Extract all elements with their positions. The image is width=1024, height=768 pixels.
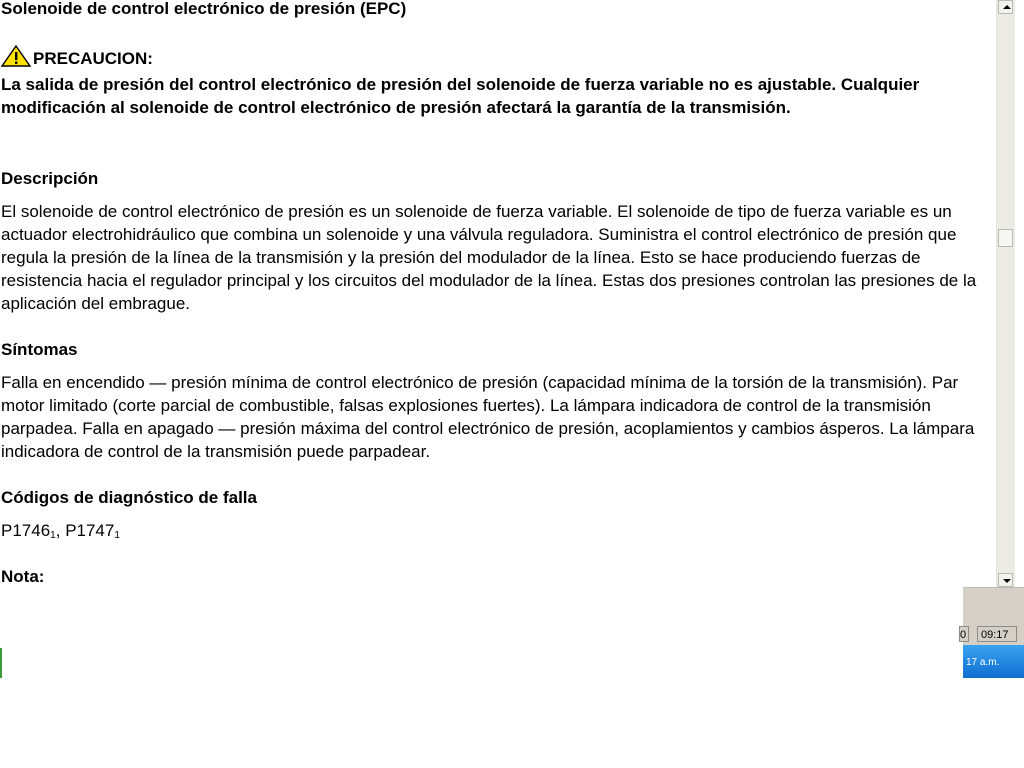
- page-title: Solenoide de control electrónico de presión (EPC): [1, 0, 407, 18]
- section-heading-symptoms: Síntomas: [1, 340, 78, 359]
- footnote-marker: 1: [50, 530, 56, 541]
- caution-label: PRECAUCION:: [33, 49, 153, 68]
- status-cell-partial: 0: [959, 626, 969, 642]
- section-heading-description: Descripción: [1, 169, 99, 188]
- status-clock: 09:17: [977, 626, 1017, 642]
- warning-icon: [1, 45, 31, 73]
- arrow-up-icon: [1003, 5, 1011, 9]
- section-heading-dtc: Códigos de diagnóstico de falla: [1, 488, 257, 507]
- window-edge: [0, 648, 2, 678]
- scroll-up-button[interactable]: [998, 0, 1013, 14]
- caution-text: La salida de presión del control electrónico de presión del solenoide de fuerza variable no es ajustable. Cualquier modificación al solenoide de control electrónico de presión afectará la garantía de la transmisión.: [1, 75, 920, 117]
- dtc-codes: [1, 519, 995, 547]
- toolbar-strip: [963, 587, 1024, 624]
- scroll-down-button[interactable]: [998, 573, 1013, 587]
- section-heading-note: Nota:: [1, 567, 45, 586]
- dtc-code: P1747: [65, 521, 115, 540]
- vertical-scrollbar[interactable]: [996, 0, 1015, 587]
- arrow-down-icon: [1003, 579, 1011, 583]
- section-body-description: El solenoide de control electrónico de presión es un solenoide de fuerza variable. El solenoide de tipo de fuerza variable es un actuador electrohidráulico que combina un solenoide y una válvula reguladora. Suministra el control electrónico de presión que regula la presión de la línea de la transmisión y la presión del modulador de la línea. Esto se hace produciendo fuerzas de resistencia hacia el regulador principal y los circuitos del modulador de la línea. Estas dos presiones controlan las presiones de la aplicación del embrague.: [1, 202, 977, 313]
- footnote-marker: 1: [114, 530, 120, 541]
- taskbar-time: 17 a.m.: [966, 657, 1000, 668]
- scroll-thumb[interactable]: [998, 229, 1013, 247]
- taskbar-clock-area[interactable]: [963, 645, 1024, 678]
- status-bar: [960, 623, 1024, 645]
- caution-block: [1, 45, 995, 119]
- dtc-separator: ,: [55, 521, 66, 540]
- dtc-code: P1746: [1, 521, 51, 540]
- section-body-symptoms: Falla en encendido — presión mínima de control electrónico de presión (capacidad mínima de la torsión de la transmisión). Par motor limitado (corte parcial de combustible, falsas explosiones fuertes). La lámpara indicadora de control de la transmisión parpadea. Falla en apagado — presión máxima del control electrónico de presión, acoplamientos y cambios ásperos. La lámpara indicadora de control de la transmisión puede parpadear.: [1, 373, 975, 461]
- bottom-blank-panel: [0, 587, 963, 678]
